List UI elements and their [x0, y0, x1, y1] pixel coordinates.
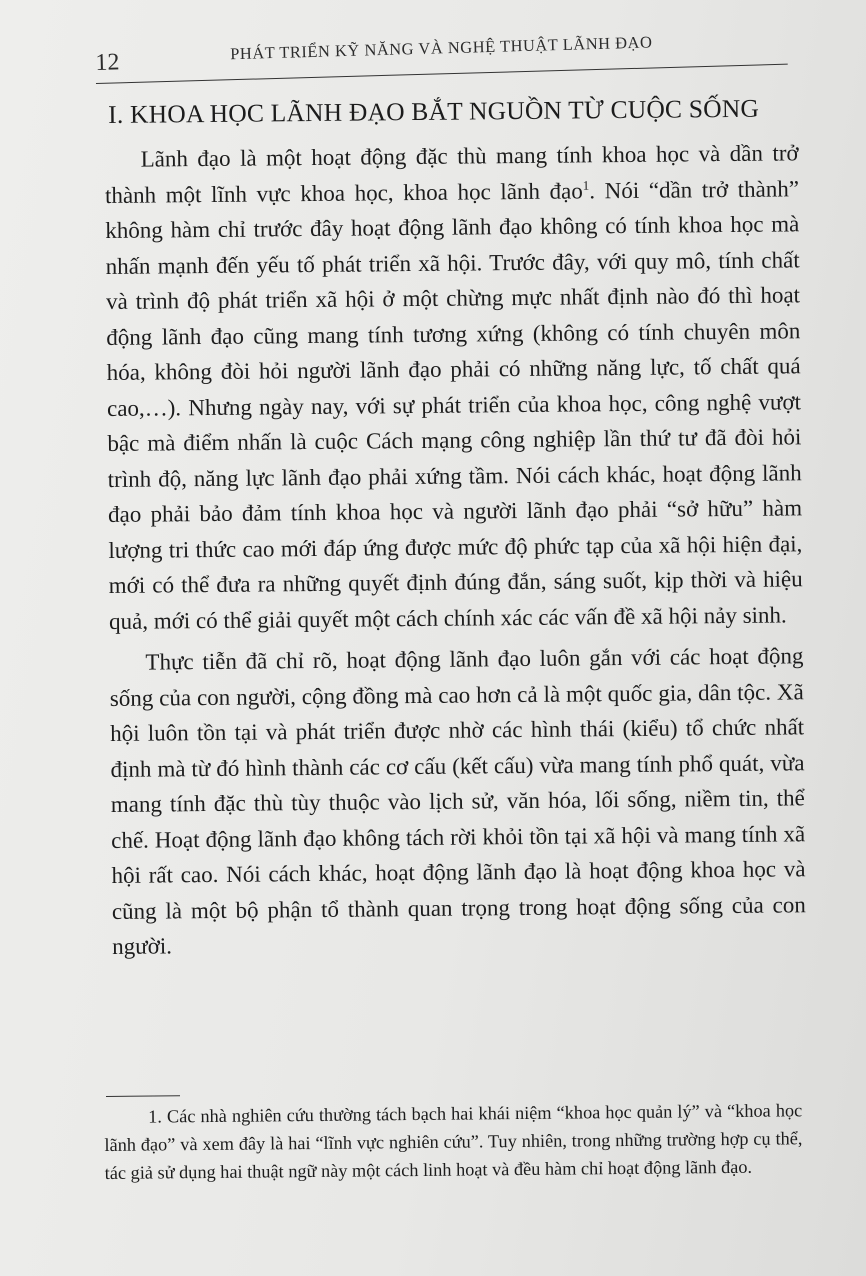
footnote-rule: [106, 1095, 180, 1097]
main-content: [104, 85, 806, 964]
header-rule: [96, 64, 788, 84]
section-title: I. KHOA HỌC LÃNH ĐẠO BẮT NGUỒN TỪ CUỘC SỐNG: [108, 93, 760, 129]
paragraph-1-text-before: Lãnh đạo là một hoạt động đặc thù mang tính khoa học và dần trở thành một lĩnh vực khoa học, khoa học lãnh đạo: [104, 140, 799, 208]
paragraph-2: Thực tiễn đã chỉ rõ, hoạt động lãnh đạo luôn gắn với các hoạt động sống của con người, cộng đồng mà cao hơn cả là một quốc gia, dân tộc. Xã hội luôn tồn tại và phát triển được nhờ các hình thái (kiểu) tổ chức nhất định mà từ đó hình thành các cơ cấu (kết cấu) vừa mang tính phổ quát, vừa mang tính đặc thù tùy thuộc vào lịch sử, văn hóa, lối sống, niềm tin, thể chế. Hoạt động lãnh đạo không tách rời khỏi tồn tại xã hội và mang tính xã hội rất cao. Nói cách khác, hoạt động lãnh đạo là hoạt động khoa học và cũng là một bộ phận tổ thành quan trọng trong hoạt động sống của con người.: [109, 643, 806, 959]
paragraph-1-text-after: . Nói “dần trở thành” không hàm chỉ trước đây hoạt động lãnh đạo không có tính khoa học mà nhấn mạnh đến yếu tố phát triển xã hội. Trước đây, với quy mô, tính chất và trình độ phát triển xã hội ở một chừng mực nhất định nào đó thì hoạt động lãnh đạo cũng mang tính tương xứng (không có tính chuyên môn hóa, không đòi hỏi người lãnh đạo phải có những năng lực, tố chất quá cao,…). Nhưng ngày nay, với sự phát triển của khoa học, công nghệ vượt bậc mà điểm nhấn là cuộc Cách mạng công nghiệp lần thứ tư đã đòi hỏi trình độ, năng lực lãnh đạo phải xứng tầm. Nói cách khác, hoạt động lãnh đạo phải bảo đảm tính khoa học và người lãnh đạo phải “sở hữu” hàm lượng tri thức cao mới đáp ứng được mức độ phức tạp của xã hội hiện đại, mới có thể đưa ra những quyết định đúng đắn, sáng suốt, kịp thời và hiệu quả, mới có thể giải quyết một cách chính xác các vấn đề xã hội nảy sinh.: [105, 175, 803, 634]
footnote-reference: 1: [582, 177, 590, 193]
page-number: 12: [95, 49, 120, 77]
section-body: [104, 135, 806, 964]
footnote-text: 1. Các nhà nghiên cứu thường tách bạch hai khái niệm “khoa học quản lý” và “khoa học lãnh đạo” và xem đây là hai “lĩnh vực nghiên cứu”. Tuy nhiên, trong những trường hợp cụ thể, tác giả sử dụng hai thuật ngữ này một cách linh hoạt và đều hàm chỉ hoạt động lãnh đạo.: [104, 1100, 803, 1183]
footnote-area: [104, 1089, 803, 1187]
running-title: PHÁT TRIỂN KỸ NĂNG VÀ NGHỆ THUẬT LÃNH ĐẠO: [229, 32, 653, 64]
paragraph-1: [104, 135, 803, 639]
page-header: [95, 20, 796, 84]
